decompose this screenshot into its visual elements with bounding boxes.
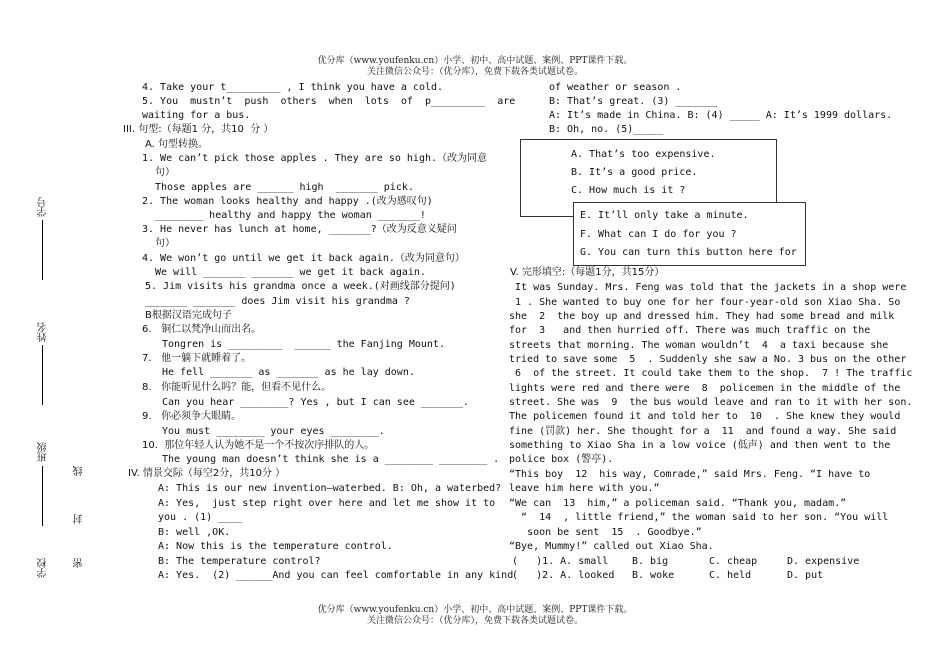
side-label-feng: 封 (74, 514, 85, 524)
cloze-line: for 3 and then hurried off. There was much traffic on the (509, 325, 871, 336)
left-line: 3. He never has lunch at home, _______?（改为反意义疑问 (142, 224, 457, 235)
cloze-line: “Bye, Mummy!” called out Xiao Sha. (509, 541, 714, 552)
choice-q1-c: C. cheap (709, 556, 758, 567)
cloze-line: soon be sent 15 . Goodbye.” (509, 527, 702, 538)
option-line: F. What can I do for you ? (580, 229, 737, 240)
left-line: 8. 你能听见什么吗？能，但看不见什么。 (142, 382, 332, 393)
choice-q2-c: C. held (709, 570, 752, 581)
option-line: B. It’s a good price. (571, 167, 698, 178)
left-line: III. 句型:（每题1 分，共10 分 ） (123, 124, 274, 135)
right-line: B: That’s great. (3) _______ (549, 96, 718, 107)
left-line: waiting for a bus. (142, 110, 251, 121)
left-line: 5. Jim visits his grandma once a week.(对画线部分提问) (145, 281, 456, 292)
right-line: of weather or season . (549, 82, 682, 93)
choice-q2-b: B. woke (632, 570, 675, 581)
left-line: 4. Take your t_________ , I think you have a cold. (142, 82, 444, 93)
left-line: The young man doesn’t think she is a ________ ________ . (162, 454, 500, 465)
cloze-line: police box (警亭). (509, 454, 614, 465)
cloze-line: 1 . She wanted to buy one for her four-year-old son Xiao Sha. So (509, 297, 901, 308)
side-line-xingming (42, 345, 43, 405)
cloze-line: fine (罚款) her. She thought for a 11 and found a way. She said (509, 426, 897, 437)
left-line: A. 句型转换。 (145, 139, 209, 150)
cloze-line: something to Xiao Sha in a low voice (低声) and then went to the (509, 440, 891, 451)
side-label-mi: 密 (74, 558, 85, 568)
cloze-line: streets that morning. The woman wouldn’t 4 a taxi because she (509, 340, 889, 351)
right-line: B: Oh, no. (5)_____ (549, 124, 664, 135)
left-line: 5. You mustn’t push others when lots of p_________ are (142, 96, 516, 107)
left-line: 句） (155, 238, 175, 249)
cloze-line: The policemen found it and told her to 10 . She knew they would (509, 411, 901, 422)
choice-q1-b: B. big (632, 556, 669, 567)
left-line: 7. 他一躺下就睡着了。 (142, 353, 252, 364)
left-line: 6. 铜仁以梵净山而出名。 (142, 324, 262, 335)
left-line: B: well ,OK. (158, 527, 231, 538)
left-line: 9. 你必须争大眼睛。 (142, 411, 242, 422)
left-line: B根据汉语完成句子 (145, 310, 232, 321)
side-label-xingming: 姓名 (38, 322, 49, 342)
left-line: 10. 那位年轻人认为她不是一个不按次序排队的人。 (142, 440, 375, 451)
left-line: 2. The woman looks healthy and happy .(改为感叹句) (142, 196, 433, 207)
left-line: IV. 情景交际（每空2分，共10分 ） (128, 468, 286, 479)
header-line-1: 优分库（www.youfenku.cn）小学、初中、高中试题、案例、PPT课件下载。 (317, 56, 633, 66)
left-line: ________ healthy and happy the woman _______! (155, 210, 426, 221)
option-line: E. It’ll only take a minute. (580, 210, 749, 221)
left-line: Can you hear ________? Yes , but I can see _______. (162, 397, 470, 408)
left-line: 句） (155, 167, 175, 178)
choice-q2-d: D. put (787, 570, 824, 581)
left-line: you . (1) ____ (158, 512, 243, 523)
cloze-line: “ 14 , little friend,” the woman said to her son. “You will (509, 512, 889, 523)
option-line: A. That’s too expensive. (571, 149, 716, 160)
left-line: 4. We won’t go until we get it back again.（改为同意句） (142, 253, 465, 264)
left-line: A: Yes, just step right over here and let me show it to (158, 498, 496, 509)
left-line: We will _______ _______ we get it back again. (155, 267, 426, 278)
choice-q2: ( )2. A. looked (512, 570, 615, 581)
option-line: G. You can turn this button here for (580, 247, 797, 258)
footer-line-1: 优分库（www.youfenku.cn）小学、初中、高中试题、案例、PPT课件下载。 (317, 605, 633, 615)
side-label-banji: 班级 (38, 442, 49, 462)
option-line: C. How much is it ? (571, 185, 686, 196)
cloze-line: It was Sunday. Mrs. Feng was told that the jackets in a shop were (509, 282, 907, 293)
cloze-line: 6 of the street. It could take them to the shop. 7 ! The traffic (509, 368, 913, 379)
cloze-line: “This boy 12 his way, Comrade,” said Mrs. Feng. “I have to (509, 469, 871, 480)
left-line: 1. We can’t pick those apples . They are so high.（改为同意 (142, 153, 488, 164)
left-line: A: Now this is the temperature control. (158, 541, 393, 552)
choice-q1-d: D. expensive (787, 556, 860, 567)
header-line-2: 关注微信公众号：（优分库），免费下载各类试题试卷。 (366, 67, 583, 77)
left-line: _______ _______ does Jim visit his grandma ? (145, 296, 410, 307)
cloze-line: leave him here with you.” (509, 483, 660, 494)
side-label-xuehao: 学号 (38, 197, 49, 217)
left-line: You must ________ your eyes ________. (162, 426, 385, 437)
choice-q1: ( )1. A. small (512, 556, 609, 567)
left-line: Those apples are ______ high _______ pick. (155, 182, 414, 193)
cloze-line: she 2 the boy up and dressed him. They had some bread and milk (509, 311, 895, 322)
left-line: A: This is our new invention—waterbed. B: Oh, a waterbed? (158, 483, 502, 494)
cloze-title: V. 完形填空:（每题1分，共15分） (510, 267, 665, 278)
side-line-xuehao (42, 220, 43, 280)
right-line: A: It’s made in China. B: (4) _____ A: It’s 1999 dollars. (549, 110, 893, 121)
left-line: A: Yes. (2) ______And you can feel comfortable in any kind (158, 570, 514, 581)
left-line: Tongren is _________ ______ the Fanjing Mount. (162, 339, 445, 350)
cloze-line: lights were red and there were 8 policemen in the middle of the (509, 383, 901, 394)
footer-line-2: 关注微信公众号：（优分库），免费下载各类试题试卷。 (366, 616, 583, 626)
left-line: He fell _______ as _______ as he lay down. (162, 367, 415, 378)
side-label-xuexiao: 学校 (38, 558, 49, 578)
cloze-line: street. She was 9 the bus would leave and ran to it with her son. (509, 397, 913, 408)
left-line: B: The temperature control? (158, 556, 321, 567)
cloze-line: tried to save some 5 . Suddenly she saw a No. 3 bus on the other (509, 354, 907, 365)
cloze-line: “We can 13 him,” a policeman said. “Thank you, madam.” (509, 498, 847, 509)
side-line-banji (42, 466, 43, 526)
side-label-xian: 线 (74, 466, 85, 476)
